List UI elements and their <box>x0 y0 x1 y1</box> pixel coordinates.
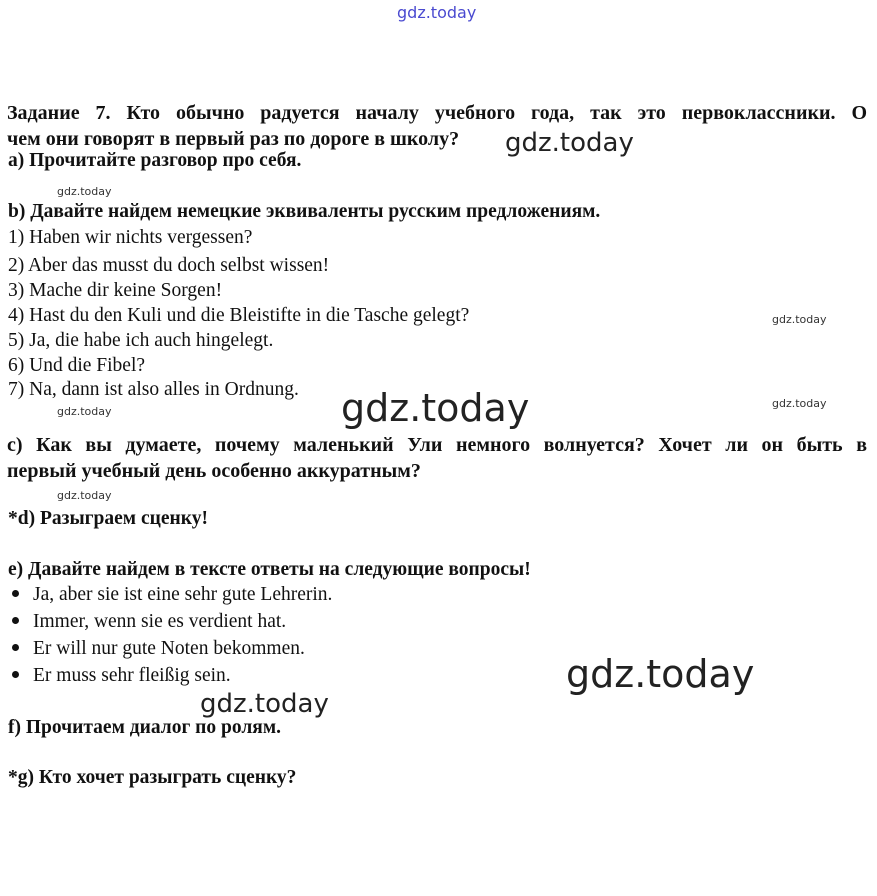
part-d: *d) Разыграем сценку! <box>8 508 208 529</box>
list-item <box>12 665 231 687</box>
list-item <box>12 611 286 633</box>
part-c-line2: первый учебный день особенно аккуратным? <box>7 460 421 482</box>
bullet-icon <box>12 617 19 624</box>
list-item-text: Ja, aber sie ist eine sehr gute Lehrerin. <box>33 584 333 605</box>
part-a: а) Прочитайте разговор про себя. <box>8 150 302 171</box>
task-heading-line2: чем они говорят в первый раз по дороге в школу? <box>7 128 460 150</box>
list-item-text: Er will nur gute Noten bekommen. <box>33 638 305 659</box>
task-heading-line1: Задание 7. Кто обычно радуется началу учебного года, так это первоклассники. О <box>7 102 867 124</box>
watermark: gdz.today <box>57 185 112 198</box>
part-c <box>7 432 867 484</box>
list-item <box>12 584 332 606</box>
list-item-text: Er muss sehr fleißig sein. <box>33 665 231 686</box>
list-item-text: Immer, wenn sie es verdient hat. <box>33 611 287 632</box>
watermark: gdz.today <box>57 489 112 502</box>
part-e-heading: е) Давайте найдем в тексте ответы на следующие вопросы! <box>8 559 531 580</box>
task-heading <box>7 100 867 152</box>
bullet-icon <box>12 671 19 678</box>
part-g: *g) Кто хочет разыграть сценку? <box>8 767 297 788</box>
list-item <box>12 638 305 660</box>
watermark: gdz.today <box>566 652 755 696</box>
watermark: gdz.today <box>57 405 112 418</box>
bullet-icon <box>12 590 19 597</box>
watermark-top: gdz.today <box>397 3 477 22</box>
part-f: f) Прочитаем диалог по ролям. <box>8 717 282 738</box>
watermark: gdz.today <box>772 313 827 326</box>
watermark: gdz.today <box>200 689 329 719</box>
watermark: gdz.today <box>341 386 530 430</box>
list-item: 7) Na, dann ist also alles in Ordnung. <box>8 379 299 400</box>
list-item: 5) Ja, die habe ich auch hingelegt. <box>8 330 274 351</box>
list-item: 3) Mache dir keine Sorgen! <box>8 280 223 301</box>
list-item: 6) Und die Fibel? <box>8 355 146 376</box>
list-item: 2) Aber das musst du doch selbst wissen! <box>8 255 330 276</box>
part-c-line1: с) Как вы думаете, почему маленький Ули немного волнуется? Хочет ли он быть в <box>7 434 867 456</box>
watermark: gdz.today <box>505 128 634 158</box>
list-item: 1) Haben wir nichts vergessen? <box>8 227 253 248</box>
part-b-heading: b) Давайте найдем немецкие эквиваленты русским предложениям. <box>8 201 601 222</box>
list-item: 4) Hast du den Kuli und die Bleistifte in die Tasche gelegt? <box>8 305 470 326</box>
watermark: gdz.today <box>772 397 827 410</box>
bullet-icon <box>12 644 19 651</box>
